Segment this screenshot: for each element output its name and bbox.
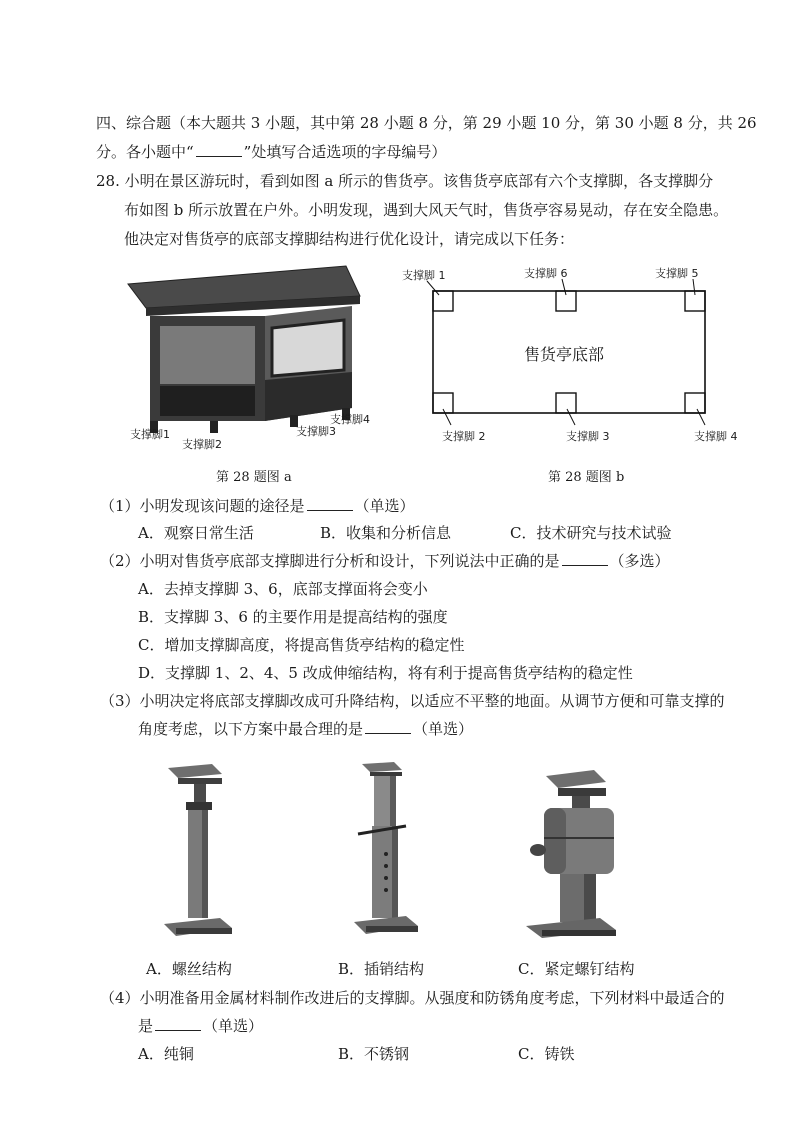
sub3-option-c: C．紧定螺钉结构 (518, 960, 635, 978)
section-header-line2: 分。各小题中“ ”处填写合适选项的字母编号） (96, 143, 447, 161)
sub2-prompt: （2）小明对售货亭底部支撑脚进行分析和设计，下列说法中正确的是 （多选） (100, 552, 670, 570)
question-28-stem-3: 他决定对售货亭的底部支撑脚结构进行优化设计，请完成以下任务： (124, 230, 575, 248)
sub1-option-b: B．收集和分析信息 (320, 524, 452, 542)
figure-b-label-1: 支撑脚 1 (402, 269, 446, 282)
sub1-prompt: （1）小明发现该问题的途径是 （单选） (100, 497, 415, 515)
figure-b-caption: 第 28 题图 b (548, 470, 625, 485)
question-28-stem-2: 布如图 b 所示放置在户外。小明发现，遇到大风天气时，售货亭容易晃动，存在安全隐患。 (124, 201, 729, 219)
sub3-option-a: A．螺丝结构 (146, 960, 232, 978)
sub3-line1: （3）小明决定将底部支撑脚改成可升降结构，以适应不平整的地面。从调节方便和可靠支撑的 (100, 692, 725, 710)
question-28-stem-1: 28. 小明在景区游玩时，看到如图 a 所示的售货亭。该售货亭底部有六个支撑脚，各支撑脚分 (96, 172, 714, 190)
figure-b-label-5: 支撑脚 5 (655, 267, 699, 280)
figure-b-center-text: 售货亭底部 (524, 345, 605, 364)
answer-blank (196, 142, 242, 157)
figure-a-label-1: 支撑脚1 (130, 428, 170, 441)
question-number: 28. (96, 172, 120, 190)
sub2-option-b: B．支撑脚 3、6 的主要作用是提高结构的强度 (138, 608, 448, 626)
sub2-option-d: D．支撑脚 1、2、4、5 改成伸缩结构，将有利于提高售货亭结构的稳定性 (138, 664, 633, 682)
sub2-option-c: C．增加支撑脚高度，将提高售货亭结构的稳定性 (138, 636, 465, 654)
section-header-line1: 四、综合题（本大题共 3 小题，其中第 28 小题 8 分，第 29 小题 10 分，第 30 小题 8 分，共 26 (96, 114, 757, 132)
sub4-prompt: 是 （单选） (138, 1017, 264, 1035)
sub1-option-c: C．技术研究与技术试验 (510, 524, 672, 542)
pin-structure-image (340, 758, 430, 948)
screw-structure-image (150, 758, 240, 948)
figure-a-label-4: 支撑脚4 (330, 413, 370, 426)
sub2-option-a: A．去掉支撑脚 3、6，底部支撑面将会变小 (138, 580, 428, 598)
sub4-option-b: B．不锈钢 (338, 1045, 410, 1063)
figure-b-label-6: 支撑脚 6 (524, 267, 568, 280)
figure-a-label-3: 支撑脚3 (296, 425, 336, 438)
sub4-line1: （4）小明准备用金属材料制作改进后的支撑脚。从强度和防锈角度考虑，下列材料中最适合的 (100, 989, 725, 1007)
figure-a-caption: 第 28 题图 a (216, 470, 292, 485)
figure-a-label-2: 支撑脚2 (182, 438, 222, 451)
sub1-option-a: A．观察日常生活 (138, 524, 254, 542)
figure-b-label-4: 支撑脚 4 (694, 430, 738, 443)
set-screw-structure-image (518, 758, 628, 948)
sub4-option-a: A．纯铜 (138, 1045, 194, 1063)
sub3-option-b: B．插销结构 (338, 960, 425, 978)
figure-b-label-2: 支撑脚 2 (442, 430, 486, 443)
sub4-option-c: C．铸铁 (518, 1045, 575, 1063)
figure-b-label-3: 支撑脚 3 (566, 430, 610, 443)
sub3-prompt: 角度考虑，以下方案中最合理的是 （单选） (138, 720, 474, 738)
